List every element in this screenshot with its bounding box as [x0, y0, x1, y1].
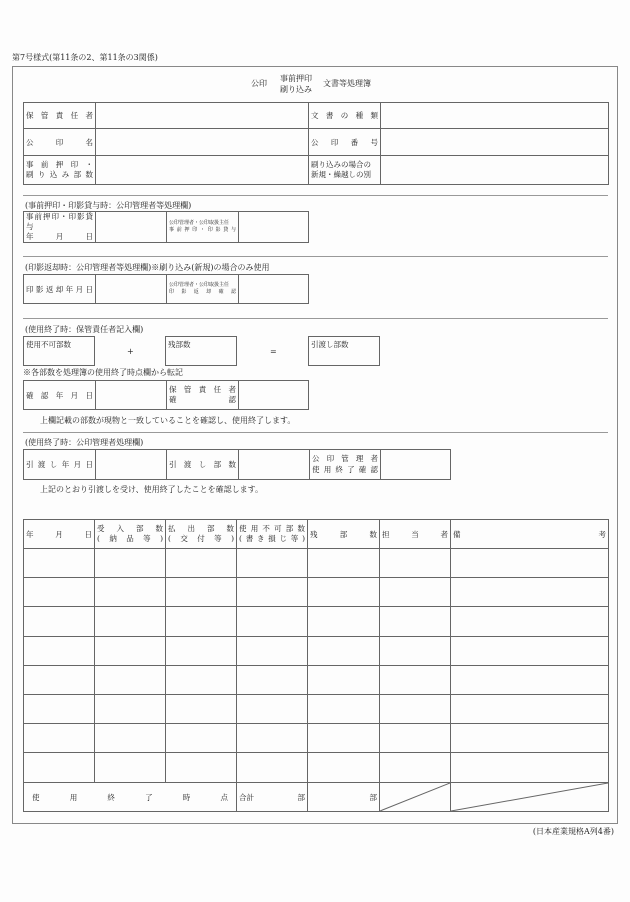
cell-staff[interactable]	[380, 666, 451, 695]
return-date-field[interactable]	[96, 275, 167, 304]
title-stack-top: 事前押印	[280, 74, 312, 83]
cell-issued[interactable]	[166, 637, 237, 666]
cell-remaining[interactable]	[308, 695, 380, 724]
custodian-confirm-label	[167, 381, 239, 410]
label-line: 公印管理者・公印取扱主任	[169, 220, 230, 227]
end-of-use-label: 使 用 終 了 時 点	[24, 783, 237, 812]
log-footer-row	[24, 783, 609, 812]
manager-heading: (使用終了時：公印管理者処理欄)	[25, 438, 144, 447]
cell-unusable[interactable]	[237, 549, 308, 578]
cell-received[interactable]	[95, 637, 166, 666]
cell-issued[interactable]	[166, 695, 237, 724]
cell-issued[interactable]	[166, 549, 237, 578]
cell-remarks[interactable]	[451, 578, 609, 607]
document-type-label: 文書の種類	[309, 103, 381, 129]
manager-confirm-field[interactable]	[381, 450, 451, 480]
cell-remaining[interactable]	[308, 753, 380, 783]
staff-crossed-cell	[380, 783, 451, 812]
cell-date[interactable]	[24, 637, 95, 666]
new-carryover-field[interactable]	[381, 156, 609, 185]
cell-issued[interactable]	[166, 724, 237, 753]
manager-table	[23, 449, 451, 480]
remarks-crossed-cell	[451, 783, 609, 812]
custodian-label: 保管責任者	[24, 103, 96, 129]
cell-remarks[interactable]	[451, 753, 609, 783]
label-line: 印影返却確認	[169, 289, 236, 295]
seal-name-label: 公印名	[24, 129, 96, 156]
lend-heading: (事前押印・印影貸与時：公印管理者等処理欄)	[25, 201, 192, 210]
cell-unusable[interactable]	[237, 695, 308, 724]
cell-issued[interactable]	[166, 666, 237, 695]
cell-received[interactable]	[95, 549, 166, 578]
col-staff: 担当者	[380, 520, 451, 549]
confirm-date-label: 確認年月日	[24, 381, 96, 410]
cell-date[interactable]	[24, 724, 95, 753]
total-label: 合計	[239, 792, 254, 802]
table-row	[24, 607, 609, 637]
lend-table	[23, 211, 309, 243]
section-divider	[23, 432, 608, 433]
handover-count-label: 引渡し部数	[311, 340, 349, 349]
diagonal-strike	[451, 783, 608, 811]
cell-date[interactable]	[24, 607, 95, 637]
table-row	[24, 578, 609, 607]
transfer-note: ※各部数を処理簿の使用終了時点欄から転記	[23, 368, 183, 377]
section-divider	[23, 195, 608, 196]
cell-remarks[interactable]	[451, 695, 609, 724]
paper-size-footnote: (日本産業規格A列4番)	[532, 827, 614, 836]
section-divider	[23, 318, 608, 319]
unusable-count-label: 使用不可部数	[26, 340, 71, 349]
cell-staff[interactable]	[380, 724, 451, 753]
cell-staff[interactable]	[380, 637, 451, 666]
table-row	[24, 753, 609, 783]
custodian-statement: 上欄記載の部数が現物と一致していることを確認し、使用終了します。	[40, 416, 296, 425]
label-line: 刷り込みの場合の	[311, 159, 371, 169]
new-carryover-label	[309, 156, 381, 185]
cell-date[interactable]	[24, 753, 95, 783]
label-line: 使用終了確認	[312, 464, 378, 474]
handover-date-field[interactable]	[96, 450, 167, 480]
cell-received[interactable]	[95, 607, 166, 637]
col-remarks: 備考	[451, 520, 609, 549]
return-officer-label	[167, 275, 239, 304]
unusable-count-box[interactable]	[23, 336, 95, 366]
diagonal-strike	[380, 783, 450, 811]
cell-remarks[interactable]	[451, 724, 609, 753]
cell-staff[interactable]	[380, 578, 451, 607]
table-row	[24, 549, 609, 578]
title-stack-bottom: 刷り込み	[280, 85, 312, 95]
cell-unusable[interactable]	[237, 666, 308, 695]
cell-received[interactable]	[95, 724, 166, 753]
cell-unusable[interactable]	[237, 724, 308, 753]
cell-remarks[interactable]	[451, 637, 609, 666]
col-received	[95, 520, 166, 549]
lend-date-field[interactable]	[96, 212, 167, 243]
cell-issued[interactable]	[166, 607, 237, 637]
custodian-heading: (使用終了時：保管責任者記入欄)	[25, 325, 144, 334]
section-divider	[23, 256, 608, 257]
label-line: 事前押印・印影貸与	[26, 212, 93, 232]
cell-remarks[interactable]	[451, 549, 609, 578]
cell-received[interactable]	[95, 666, 166, 695]
lend-officer-label	[167, 212, 239, 243]
cell-date[interactable]	[24, 695, 95, 724]
return-table	[23, 274, 309, 304]
remaining-total-cell[interactable]	[308, 783, 380, 812]
cell-issued[interactable]	[166, 578, 237, 607]
seal-number-field[interactable]	[381, 129, 609, 156]
cell-unusable[interactable]	[237, 607, 308, 637]
document-type-field[interactable]	[381, 103, 609, 129]
header-line: (書き損じ等)	[239, 534, 305, 543]
handover-date-label: 引渡し年月日	[24, 450, 96, 480]
cell-unusable[interactable]	[237, 753, 308, 783]
col-issued	[166, 520, 237, 549]
seal-name-field[interactable]	[96, 129, 309, 156]
total-cell[interactable]	[237, 783, 308, 812]
cell-staff[interactable]	[380, 607, 451, 637]
header-line: 受入部数	[97, 523, 163, 533]
col-unusable	[237, 520, 308, 549]
equals-sign: =	[270, 347, 277, 356]
form-number: 第7号様式(第11条の2、第11条の3関係)	[12, 53, 158, 62]
header-line: (納品等)	[97, 534, 163, 543]
remaining-count-label: 残部数	[168, 340, 191, 349]
return-officer-field[interactable]	[239, 275, 309, 304]
cell-received[interactable]	[95, 578, 166, 607]
cell-issued[interactable]	[166, 753, 237, 783]
manager-statement: 上記のとおり引渡しを受け、使用終了したことを確認します。	[40, 485, 264, 494]
label-line: 新規・繰越しの別	[311, 170, 371, 179]
header-row	[24, 103, 609, 129]
table-row	[24, 695, 609, 724]
label-line: 年 月 日	[26, 232, 93, 242]
label-line: 公印管理者・公印取扱主任	[169, 282, 230, 289]
preprint-count-field[interactable]	[96, 156, 309, 185]
return-date-label: 印影返却年月日	[24, 275, 96, 304]
title-prefix: 公印	[251, 79, 267, 88]
cell-date[interactable]	[24, 549, 95, 578]
lend-date-label	[24, 212, 96, 243]
remaining-count-box[interactable]	[165, 336, 237, 366]
label-line: 確 認	[169, 395, 236, 404]
log-table	[23, 519, 609, 812]
col-remaining: 残部数	[308, 520, 380, 549]
handover-count-box[interactable]	[308, 336, 380, 366]
header-line: (交付等)	[168, 534, 234, 543]
header-row	[24, 156, 609, 185]
confirm-table	[23, 380, 309, 410]
cell-remarks[interactable]	[451, 666, 609, 695]
cell-date[interactable]	[24, 578, 95, 607]
lend-officer-field[interactable]	[239, 212, 309, 243]
custodian-field[interactable]	[96, 103, 309, 129]
label-line: 事前押印・印影貸与	[169, 227, 236, 234]
label-line: 事前押印・	[26, 159, 93, 169]
label-line: 保管責任者	[169, 384, 236, 394]
remaining-unit: 部	[369, 792, 377, 802]
seal-number-label: 公印番号	[309, 129, 381, 156]
manager-confirm-label	[310, 450, 381, 480]
cell-staff[interactable]	[380, 695, 451, 724]
col-date: 年 月 日	[24, 520, 95, 549]
table-row	[24, 637, 609, 666]
title-stack	[276, 73, 316, 95]
confirm-date-field[interactable]	[96, 381, 167, 410]
preprint-count-label	[24, 156, 96, 185]
log-header-row	[24, 520, 609, 549]
title-suffix: 文書等処理簿	[323, 79, 371, 88]
handover-count-label: 引渡し部数	[167, 450, 239, 480]
cell-staff[interactable]	[380, 753, 451, 783]
label-line: 公印管理者	[312, 454, 378, 464]
cell-remaining[interactable]	[308, 666, 380, 695]
return-heading: (印影返却時：公印管理者等処理欄)※刷り込み(新規)の場合のみ使用	[25, 263, 270, 272]
cell-remaining[interactable]	[308, 607, 380, 637]
cell-received[interactable]	[95, 753, 166, 783]
total-unit: 部	[297, 792, 305, 802]
header-table	[23, 102, 609, 185]
cell-remaining[interactable]	[308, 637, 380, 666]
custodian-confirm-field[interactable]	[239, 381, 309, 410]
cell-remarks[interactable]	[451, 607, 609, 637]
cell-staff[interactable]	[380, 549, 451, 578]
header-line: 使用不可部数	[239, 523, 305, 533]
plus-sign: +	[127, 347, 134, 356]
cell-unusable[interactable]	[237, 578, 308, 607]
handover-count-field[interactable]	[239, 450, 310, 480]
cell-remaining[interactable]	[308, 549, 380, 578]
label-line: 刷り込み部数	[26, 170, 93, 179]
table-row	[24, 724, 609, 753]
cell-remaining[interactable]	[308, 724, 380, 753]
cell-date[interactable]	[24, 666, 95, 695]
cell-unusable[interactable]	[237, 637, 308, 666]
table-row	[24, 666, 609, 695]
cell-received[interactable]	[95, 695, 166, 724]
header-line: 払出部数	[168, 523, 234, 533]
header-row	[24, 129, 609, 156]
cell-remaining[interactable]	[308, 578, 380, 607]
